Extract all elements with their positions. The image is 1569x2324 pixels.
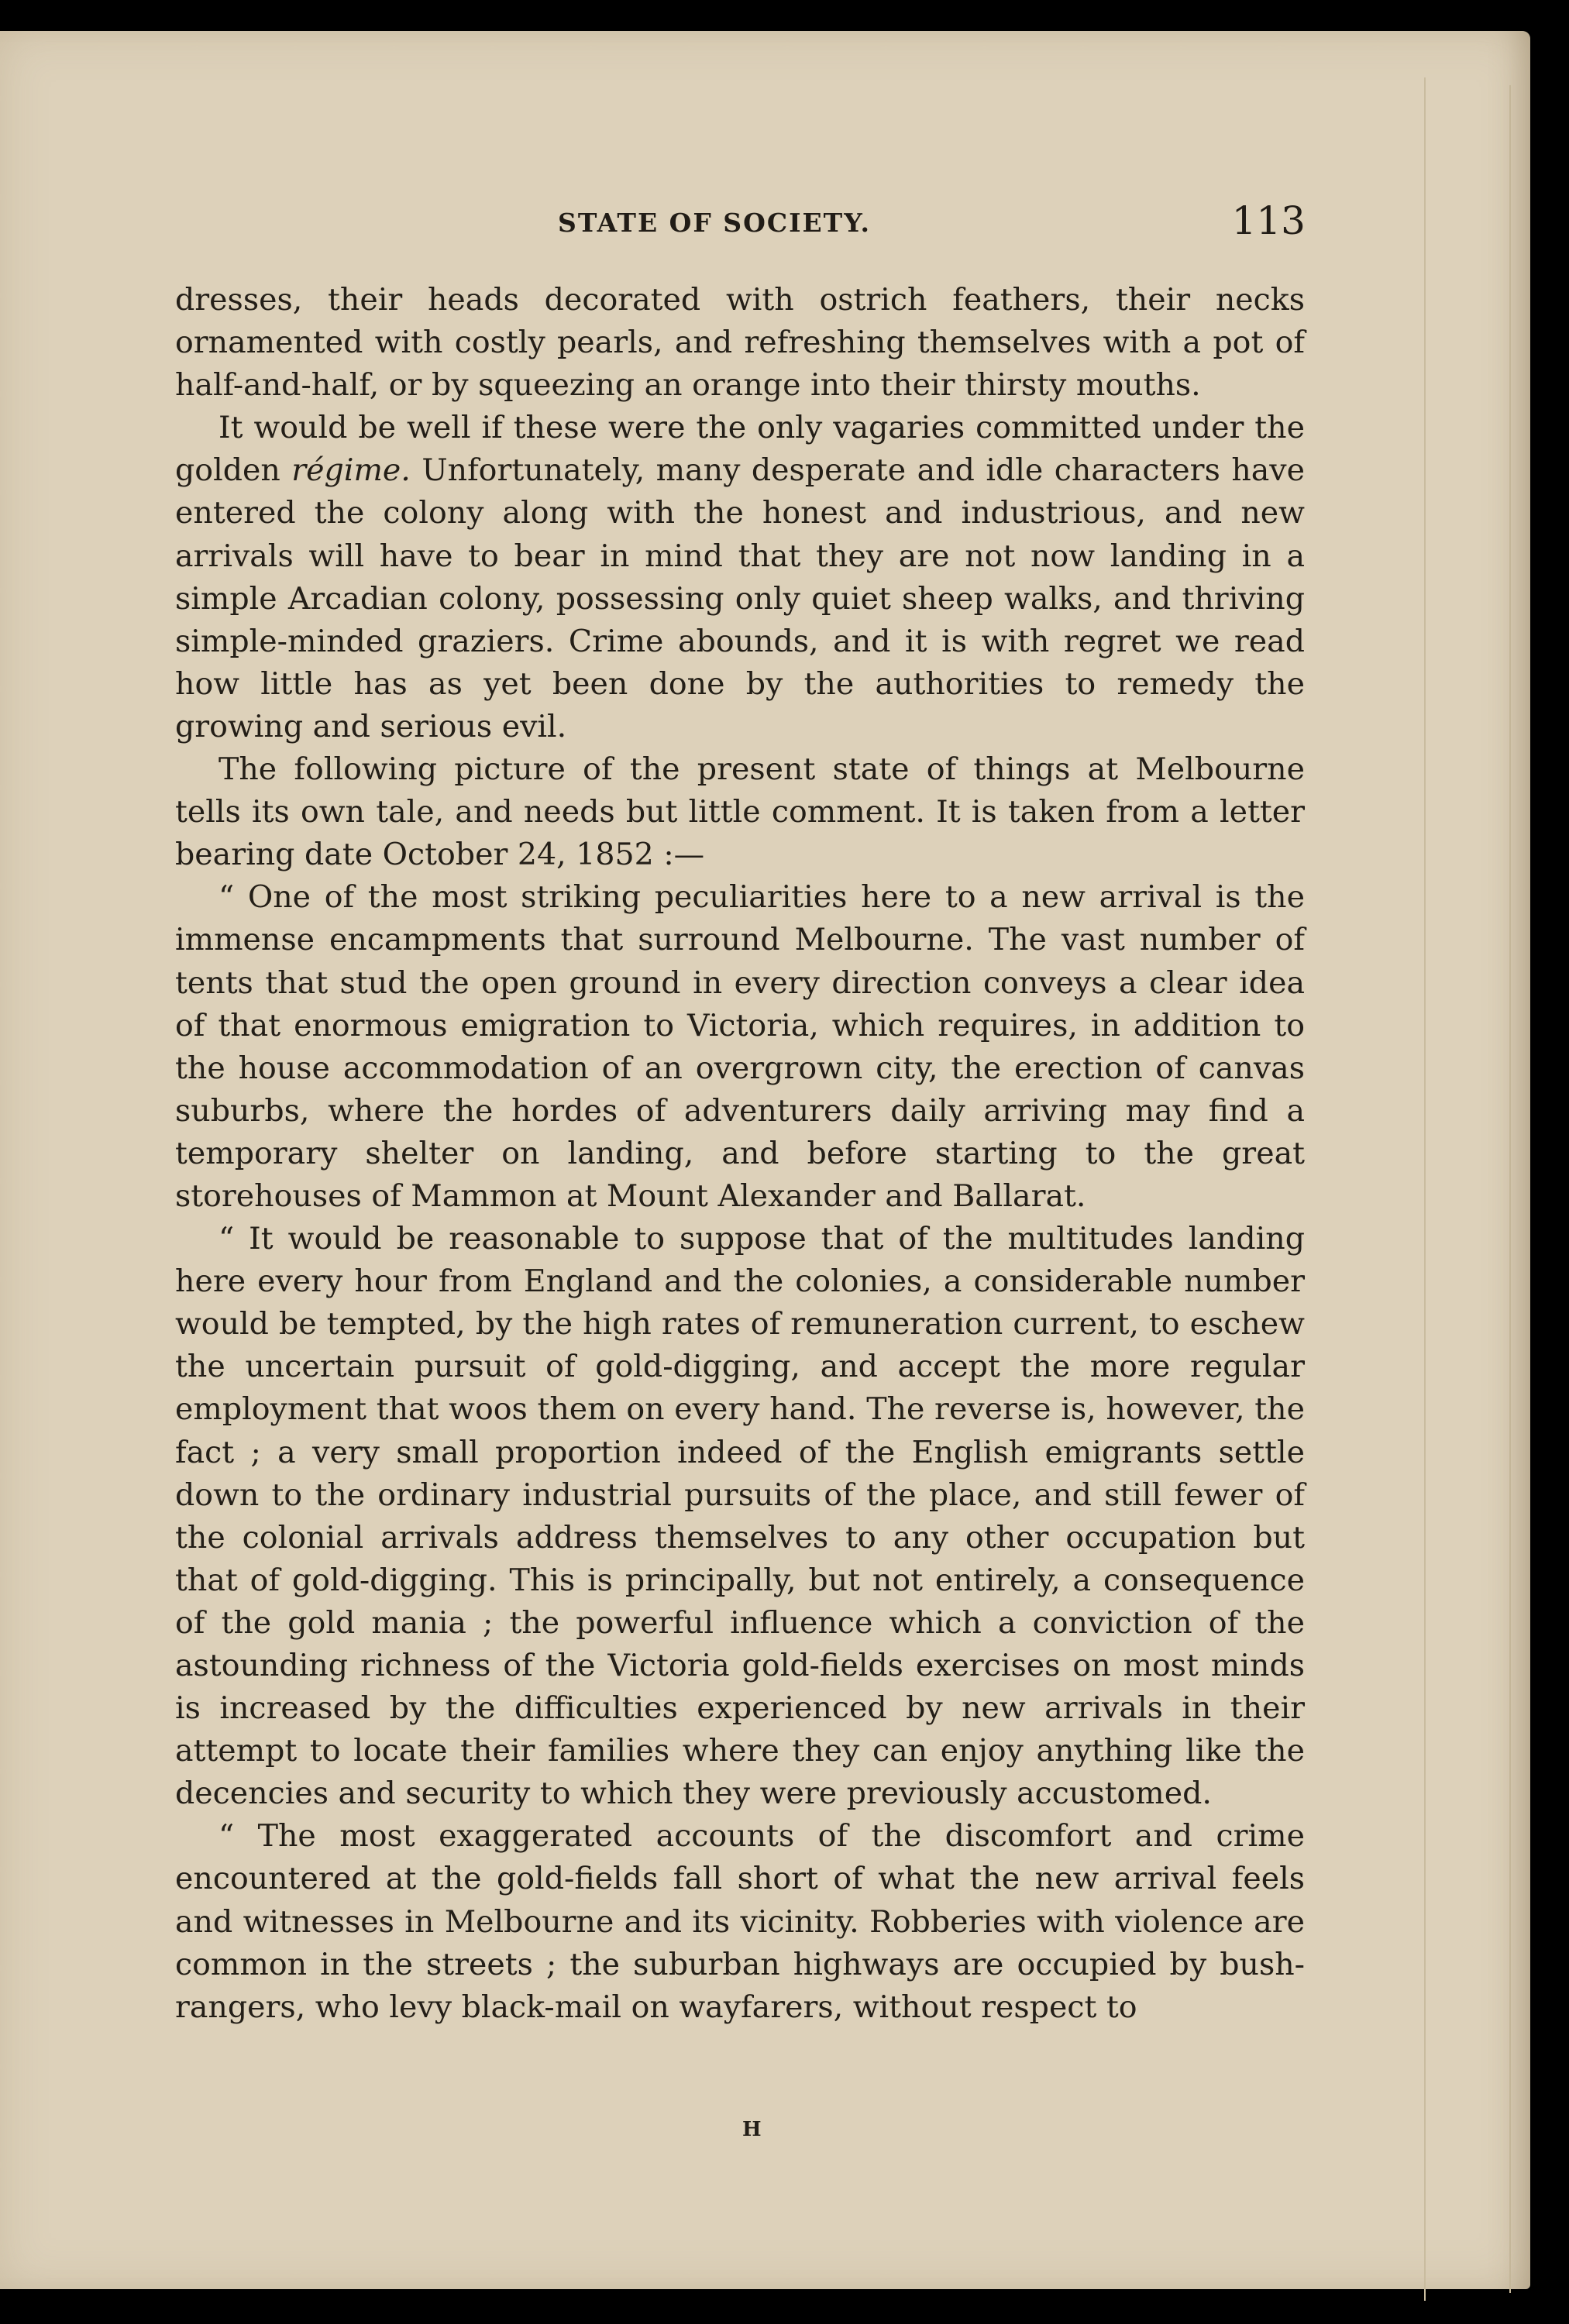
book-page — [0, 31, 1530, 2289]
paragraph: “ The most exaggerated accounts of the discomfort and crime encountered at the gold-fields fall short of what the new arrival feels and witnesses in Melbourne and its vicinity. Robberies with violence are common in the streets ; the suburban highways are occupied by bush-rangers, who levy black-mail on wayfarers, without respect to — [175, 1818, 1305, 2025]
italic-term: régime. — [291, 452, 411, 489]
running-head — [174, 198, 1306, 249]
page-number: 113 — [1231, 198, 1306, 243]
signature-mark: H — [742, 2118, 762, 2141]
paragraph-text: It would be well if these were the only vagaries committed under the golden — [175, 410, 1305, 489]
paragraph-text: Unfortunately, many desperate and idle characters have entered the colony along with the honest and industrious, and new arrivals will have to bear in mind that they are not now landing in a simple Arcadian colony, possessing only quiet sheep walks, and thriving simple-minded graziers. Crime abounds, and it is with regret we read how little has as yet been done by the authorities to remedy the growing and serious evil. — [175, 452, 1305, 744]
page-edge-line — [1424, 77, 1426, 2301]
paragraph: “ One of the most striking peculiarities here to a new arrival is the immense encampments that surround Melbourne. The vast number of tents that stud the open ground in every direction conveys a clear idea of that enormous emigration to Victoria, which requires, in addition to the house accommodation of an overgrown city, the erection of canvas suburbs, where the hordes of adventurers daily arriving may find a temporary shelter on landing, and before starting to the great storehouses of Mammon at Mount Alexander and Ballarat. — [175, 879, 1305, 1214]
paragraph: dresses, their heads decorated with ostrich feathers, their necks ornamented with costly pearls, and refreshing themselves with a pot of half-and-half, or by squeezing an orange into their thirsty mouths. — [175, 282, 1305, 404]
paragraph — [175, 407, 1305, 748]
body-text — [175, 279, 1305, 2029]
running-head-title: STATE OF SOCIETY. — [558, 208, 872, 238]
paragraph: The following picture of the present state of things at Melbourne tells its own tale, and needs but little comment. It is taken from a letter bearing date October 24, 1852 :— — [175, 751, 1305, 873]
page-edge-line — [1509, 85, 1511, 2293]
paragraph: “ It would be reasonable to suppose that of the multitudes landing here every hour from England and the colonies, a considerable number would be tempted, by the high rates of remuneration current, to eschew the uncertain pursuit of gold-digging, and accept the more regular employment that woos them on every hand. The reverse is, however, the fact ; a very small proportion indeed of the English emigrants settle down to the ordinary industrial pursuits of the place, and still fewer of the colonial arrivals address themselves to any other occupation but that of gold-digging. This is principally, but not entirely, a consequence of the gold mania ; the powerful influence which a conviction of the astounding richness of the Victoria gold-fields exercises on most minds is increased by the difficulties experienced by new arrivals in their attempt to locate their families where they can enjoy anything like the decencies and security to which they were previously accustomed. — [175, 1221, 1305, 1812]
